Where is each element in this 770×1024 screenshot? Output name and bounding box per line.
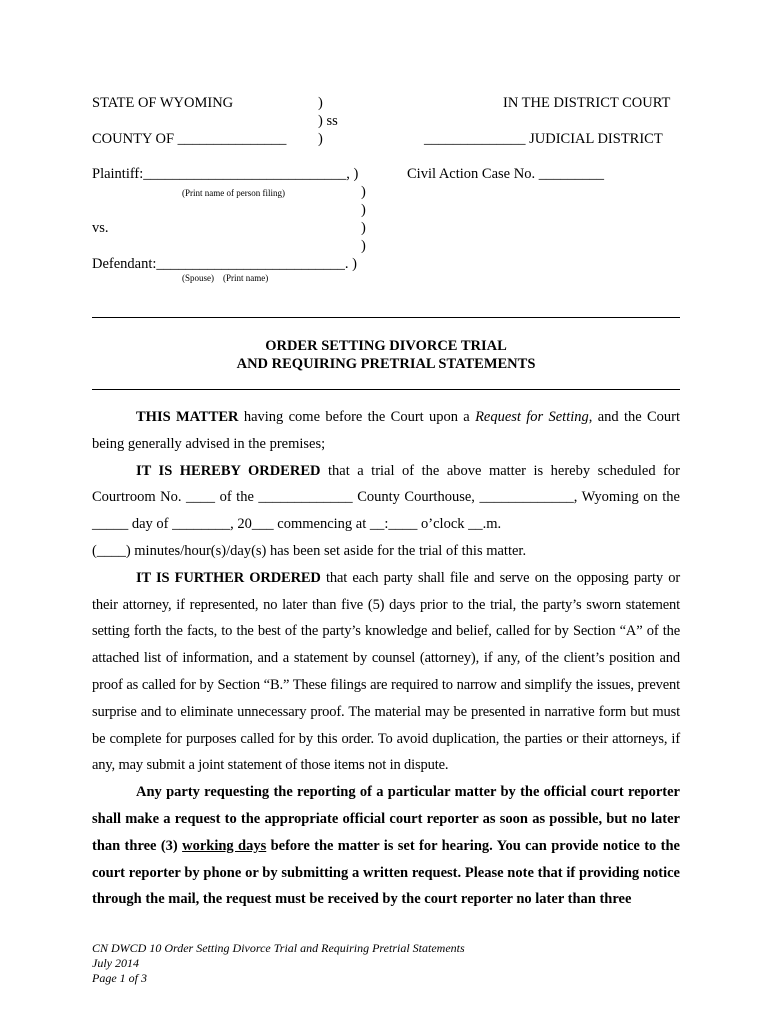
county-label: COUNTY OF _______________ [92, 131, 287, 147]
vs-label: vs. [92, 220, 109, 236]
caption-paren-ss: ) ss [318, 113, 338, 129]
defendant-note: (Spouse) (Print name) [182, 273, 269, 283]
caption-paren: ) [318, 95, 323, 111]
case-number-label: Civil Action Case No. _________ [407, 166, 604, 182]
caption-paren: ) [361, 184, 366, 200]
paragraph-further-ordered: IT IS FURTHER ORDERED that each party shall file and serve on the opposing party or their attorney, if represented, no later than five (5) days prior to the trial, the party’s sworn statement setting forth the facts, to the best of the party’s knowledge and belief, called for by Section “A” of the attached list of information, and a statement by counsel (attorney), if any, of the client’s position and proof as called for by Section “B.” These filings are required to narrow and simplify the issues, prevent surprise and to eliminate unnecessary proof. The material may be presented in narrative form but must be complete for purposes called for by this order. To avoid duplication, the parties or their attorneys, if any, may submit a joint statement of those items not in dispute. [92, 569, 680, 774]
page-number: Page 1 of 3 [92, 971, 147, 985]
top-rule [92, 317, 680, 318]
order-body [92, 404, 680, 913]
title-line-1: ORDER SETTING DIVORCE TRIAL [265, 338, 507, 354]
caption-paren: ) [361, 238, 366, 254]
caption-paren: ) [318, 131, 323, 147]
paragraph-this-matter: THIS MATTER having come before the Court upon a Request for Setting, and the Court being generally advised in the premises; [92, 409, 681, 452]
court-label: IN THE DISTRICT COURT [503, 95, 671, 111]
page-footer [92, 941, 465, 986]
plaintiff-line: Plaintiff:____________________________, ) [92, 166, 359, 182]
form-id: CN DWCD 10 Order Setting Divorce Trial and Requiring Pretrial Statements [92, 941, 465, 955]
paragraph-hereby-ordered: IT IS HEREBY ORDERED that a trial of the above matter is hereby scheduled for Courtroom No. ____ of the _____________ County Courthouse, _____________, Wyoming on the _____ day of ________, 20___ commencing at __:____ o’clock __.m. [92, 462, 680, 533]
district-label: ______________ JUDICIAL DISTRICT [424, 131, 663, 147]
paragraph-court-reporter: Any party requesting the reporting of a particular matter by the official court reporter shall make a request to the appropriate official court reporter as soon as possible, but no later than three (3) working days before the matter is set for hearing. You can provide notice to the court reporter by phone or by submitting a written request. Please note that if providing notice through the mail, the request must be received by the court reporter no later than three [92, 784, 680, 908]
state-label: STATE OF WYOMING [92, 95, 234, 111]
defendant-line: Defendant:__________________________. ) [92, 256, 357, 272]
caption-paren: ) [361, 220, 366, 236]
plaintiff-note: (Print name of person filing) [182, 188, 285, 198]
caption-paren: ) [361, 202, 366, 218]
form-date: July 2014 [92, 956, 139, 970]
title-line-2: AND REQUIRING PRETRIAL STATEMENTS [236, 356, 536, 372]
bottom-rule [92, 389, 680, 390]
paragraph-time-allotted: (____) minutes/hour(s)/day(s) has been set aside for the trial of this matter. [92, 542, 527, 559]
